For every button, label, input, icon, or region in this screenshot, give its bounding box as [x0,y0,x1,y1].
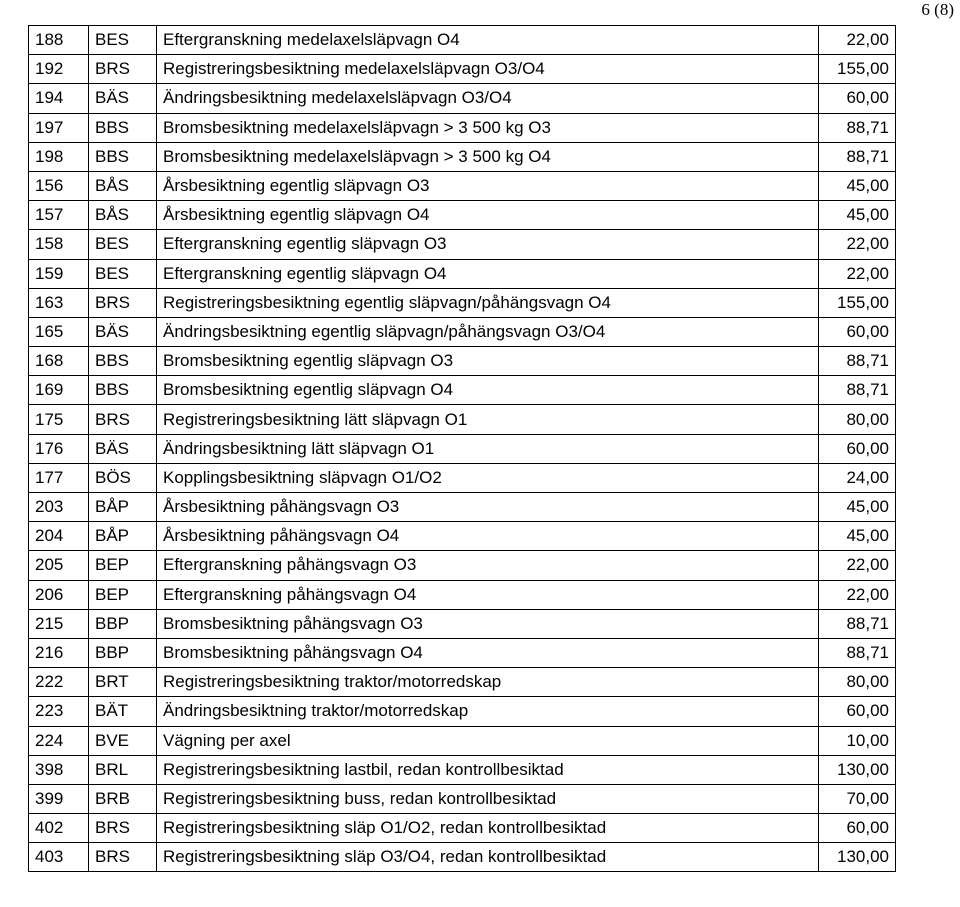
price-cell: 45,00 [819,522,896,551]
price-cell: 60,00 [819,317,896,346]
description-cell: Ändringsbesiktning lätt släpvagn O1 [157,434,819,463]
price-cell: 155,00 [819,288,896,317]
row-number-cell: 403 [29,843,89,872]
description-cell: Registreringsbesiktning släp O3/O4, redan kontrollbesiktad [157,843,819,872]
table-row [29,317,896,346]
description-cell: Bromsbesiktning egentlig släpvagn O3 [157,347,819,376]
table-row [29,230,896,259]
price-cell: 45,00 [819,493,896,522]
table-row [29,522,896,551]
price-cell: 10,00 [819,726,896,755]
table-row [29,551,896,580]
code-cell: BRS [89,55,157,84]
description-cell: Bromsbesiktning egentlig släpvagn O4 [157,376,819,405]
description-cell: Registreringsbesiktning egentlig släpvagn/påhängsvagn O4 [157,288,819,317]
code-cell: BES [89,230,157,259]
description-cell: Registreringsbesiktning släp O1/O2, redan kontrollbesiktad [157,814,819,843]
row-number-cell: 215 [29,609,89,638]
row-number-cell: 192 [29,55,89,84]
row-number-cell: 216 [29,638,89,667]
price-cell: 24,00 [819,463,896,492]
code-cell: BÄS [89,317,157,346]
code-cell: BBS [89,113,157,142]
price-cell: 22,00 [819,259,896,288]
code-cell: BES [89,26,157,55]
price-cell: 60,00 [819,814,896,843]
table-row [29,26,896,55]
table-row [29,668,896,697]
price-cell: 130,00 [819,755,896,784]
table-row [29,55,896,84]
code-cell: BEP [89,580,157,609]
price-cell: 70,00 [819,784,896,813]
page-number: 6 (8) [921,0,954,19]
table-row [29,697,896,726]
description-cell: Registreringsbesiktning buss, redan kontrollbesiktad [157,784,819,813]
row-number-cell: 204 [29,522,89,551]
table-row [29,288,896,317]
table-row [29,843,896,872]
code-cell: BÅS [89,171,157,200]
price-cell: 88,71 [819,142,896,171]
row-number-cell: 198 [29,142,89,171]
row-number-cell: 157 [29,201,89,230]
row-number-cell: 169 [29,376,89,405]
description-cell: Årsbesiktning påhängsvagn O3 [157,493,819,522]
description-cell: Årsbesiktning egentlig släpvagn O3 [157,171,819,200]
row-number-cell: 158 [29,230,89,259]
code-cell: BÄT [89,697,157,726]
code-cell: BBS [89,376,157,405]
description-cell: Eftergranskning egentlig släpvagn O3 [157,230,819,259]
row-number-cell: 197 [29,113,89,142]
price-cell: 45,00 [819,171,896,200]
table-row [29,580,896,609]
code-cell: BÅP [89,522,157,551]
code-cell: BÅS [89,201,157,230]
row-number-cell: 402 [29,814,89,843]
description-cell: Vägning per axel [157,726,819,755]
row-number-cell: 175 [29,405,89,434]
table-row [29,638,896,667]
description-cell: Eftergranskning egentlig släpvagn O4 [157,259,819,288]
price-cell: 22,00 [819,26,896,55]
fee-table [28,25,896,872]
table-row [29,609,896,638]
code-cell: BÖS [89,463,157,492]
price-cell: 22,00 [819,551,896,580]
price-cell: 60,00 [819,697,896,726]
code-cell: BBP [89,638,157,667]
code-cell: BRS [89,288,157,317]
description-cell: Registreringsbesiktning traktor/motorredskap [157,668,819,697]
table-row [29,142,896,171]
price-cell: 155,00 [819,55,896,84]
price-cell: 80,00 [819,405,896,434]
table-row [29,814,896,843]
description-cell: Registreringsbesiktning lastbil, redan kontrollbesiktad [157,755,819,784]
price-cell: 60,00 [819,434,896,463]
code-cell: BÄS [89,434,157,463]
description-cell: Eftergranskning medelaxelsläpvagn O4 [157,26,819,55]
row-number-cell: 163 [29,288,89,317]
price-cell: 88,71 [819,609,896,638]
price-cell: 22,00 [819,580,896,609]
table-row [29,755,896,784]
code-cell: BRB [89,784,157,813]
price-cell: 88,71 [819,113,896,142]
price-cell: 88,71 [819,638,896,667]
row-number-cell: 188 [29,26,89,55]
table-row [29,493,896,522]
row-number-cell: 399 [29,784,89,813]
price-cell: 88,71 [819,376,896,405]
table-row [29,405,896,434]
code-cell: BBS [89,142,157,171]
row-number-cell: 194 [29,84,89,113]
description-cell: Årsbesiktning egentlig släpvagn O4 [157,201,819,230]
description-cell: Registreringsbesiktning lätt släpvagn O1 [157,405,819,434]
code-cell: BRS [89,843,157,872]
code-cell: BRL [89,755,157,784]
table-row [29,376,896,405]
code-cell: BBP [89,609,157,638]
code-cell: BVE [89,726,157,755]
row-number-cell: 206 [29,580,89,609]
price-cell: 130,00 [819,843,896,872]
code-cell: BRS [89,814,157,843]
description-cell: Bromsbesiktning påhängsvagn O3 [157,609,819,638]
description-cell: Eftergranskning påhängsvagn O4 [157,580,819,609]
table-row [29,201,896,230]
row-number-cell: 168 [29,347,89,376]
table-row [29,347,896,376]
description-cell: Kopplingsbesiktning släpvagn O1/O2 [157,463,819,492]
table-row [29,784,896,813]
code-cell: BEP [89,551,157,580]
row-number-cell: 222 [29,668,89,697]
description-cell: Bromsbesiktning medelaxelsläpvagn > 3 500 kg O3 [157,113,819,142]
description-cell: Ändringsbesiktning egentlig släpvagn/påhängsvagn O3/O4 [157,317,819,346]
fee-table-body [29,26,896,872]
row-number-cell: 203 [29,493,89,522]
price-cell: 22,00 [819,230,896,259]
row-number-cell: 205 [29,551,89,580]
row-number-cell: 176 [29,434,89,463]
description-cell: Bromsbesiktning medelaxelsläpvagn > 3 500 kg O4 [157,142,819,171]
table-row [29,434,896,463]
code-cell: BBS [89,347,157,376]
table-row [29,726,896,755]
code-cell: BRT [89,668,157,697]
table-row [29,113,896,142]
description-cell: Registreringsbesiktning medelaxelsläpvagn O3/O4 [157,55,819,84]
table-row [29,463,896,492]
price-cell: 45,00 [819,201,896,230]
description-cell: Årsbesiktning påhängsvagn O4 [157,522,819,551]
description-cell: Bromsbesiktning påhängsvagn O4 [157,638,819,667]
code-cell: BÄS [89,84,157,113]
row-number-cell: 398 [29,755,89,784]
row-number-cell: 165 [29,317,89,346]
row-number-cell: 177 [29,463,89,492]
code-cell: BRS [89,405,157,434]
price-cell: 80,00 [819,668,896,697]
row-number-cell: 224 [29,726,89,755]
code-cell: BÅP [89,493,157,522]
description-cell: Ändringsbesiktning traktor/motorredskap [157,697,819,726]
table-row [29,84,896,113]
row-number-cell: 223 [29,697,89,726]
description-cell: Ändringsbesiktning medelaxelsläpvagn O3/O4 [157,84,819,113]
table-row [29,259,896,288]
table-row [29,171,896,200]
row-number-cell: 156 [29,171,89,200]
price-cell: 60,00 [819,84,896,113]
price-cell: 88,71 [819,347,896,376]
code-cell: BES [89,259,157,288]
row-number-cell: 159 [29,259,89,288]
description-cell: Eftergranskning påhängsvagn O3 [157,551,819,580]
